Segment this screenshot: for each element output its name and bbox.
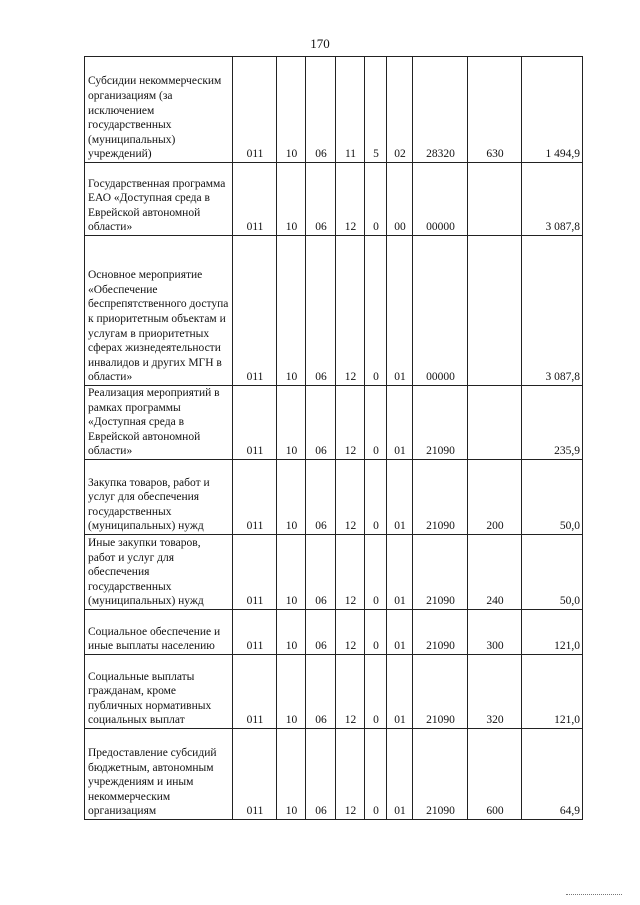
cell-grbs: 011: [233, 535, 277, 610]
cell-subsection: 06: [306, 535, 336, 610]
cell-program: 12: [336, 460, 365, 535]
table-row: [85, 460, 583, 535]
cell-subprogram: 0: [365, 729, 387, 820]
cell-amount: 1 494,9: [522, 57, 583, 163]
cell-section: 10: [277, 460, 306, 535]
cell-amount: 50,0: [522, 460, 583, 535]
cell-event: 00: [387, 163, 413, 236]
cell-direction: 21090: [413, 729, 468, 820]
row-name: Социальное обеспечение и иные выплаты населению: [85, 610, 233, 655]
cell-subprogram: 5: [365, 57, 387, 163]
cell-subsection: 06: [306, 655, 336, 729]
cell-subsection: 06: [306, 57, 336, 163]
cell-subprogram: 0: [365, 163, 387, 236]
cell-direction: 00000: [413, 163, 468, 236]
cell-section: 10: [277, 610, 306, 655]
cell-expense-type: [468, 236, 522, 386]
cell-subprogram: 0: [365, 236, 387, 386]
cell-event: 01: [387, 460, 413, 535]
cell-grbs: 011: [233, 386, 277, 460]
cell-direction: 21090: [413, 610, 468, 655]
cell-amount: 64,9: [522, 729, 583, 820]
row-name: Государственная программа ЕАО «Доступная среда в Еврейской автономной области»: [85, 163, 233, 236]
table-row: [85, 57, 583, 163]
cell-amount: 235,9: [522, 386, 583, 460]
scan-mark: [566, 894, 622, 895]
cell-amount: 3 087,8: [522, 163, 583, 236]
cell-section: 10: [277, 729, 306, 820]
cell-grbs: 011: [233, 729, 277, 820]
cell-expense-type: 600: [468, 729, 522, 820]
cell-event: 01: [387, 655, 413, 729]
cell-subprogram: 0: [365, 460, 387, 535]
cell-grbs: 011: [233, 655, 277, 729]
table-row: [85, 163, 583, 236]
row-name: Иные закупки товаров, работ и услуг для обеспечения государственных (муниципальных) нужд: [85, 535, 233, 610]
cell-subprogram: 0: [365, 655, 387, 729]
cell-section: 10: [277, 655, 306, 729]
cell-subprogram: 0: [365, 535, 387, 610]
cell-program: 11: [336, 57, 365, 163]
row-name: Реализация мероприятий в рамках программы «Доступная среда в Еврейской автономной области»: [85, 386, 233, 460]
table-row: [85, 386, 583, 460]
cell-amount: 121,0: [522, 610, 583, 655]
cell-event: 01: [387, 386, 413, 460]
cell-direction: 21090: [413, 386, 468, 460]
cell-grbs: 011: [233, 460, 277, 535]
cell-subsection: 06: [306, 236, 336, 386]
cell-event: 01: [387, 729, 413, 820]
cell-expense-type: [468, 386, 522, 460]
cell-section: 10: [277, 535, 306, 610]
cell-expense-type: 240: [468, 535, 522, 610]
cell-event: 01: [387, 610, 413, 655]
cell-grbs: 011: [233, 57, 277, 163]
cell-subprogram: 0: [365, 610, 387, 655]
cell-program: 12: [336, 163, 365, 236]
cell-program: 12: [336, 236, 365, 386]
table-row: [85, 236, 583, 386]
cell-program: 12: [336, 610, 365, 655]
cell-grbs: 011: [233, 610, 277, 655]
cell-direction: 21090: [413, 460, 468, 535]
cell-expense-type: [468, 163, 522, 236]
row-name: Предоставление субсидий бюджетным, автономным учреждениям и иным некоммерческим организациям: [85, 729, 233, 820]
cell-grbs: 011: [233, 236, 277, 386]
table-row: [85, 610, 583, 655]
cell-amount: 50,0: [522, 535, 583, 610]
cell-program: 12: [336, 729, 365, 820]
table-row: [85, 655, 583, 729]
cell-direction: 21090: [413, 535, 468, 610]
cell-expense-type: 630: [468, 57, 522, 163]
cell-subsection: 06: [306, 610, 336, 655]
cell-expense-type: 320: [468, 655, 522, 729]
cell-program: 12: [336, 535, 365, 610]
cell-section: 10: [277, 57, 306, 163]
cell-subsection: 06: [306, 460, 336, 535]
cell-direction: 28320: [413, 57, 468, 163]
cell-section: 10: [277, 163, 306, 236]
table-row: [85, 535, 583, 610]
row-name: Закупка товаров, работ и услуг для обеспечения государственных (муниципальных) нужд: [85, 460, 233, 535]
table-row: [85, 729, 583, 820]
cell-expense-type: 300: [468, 610, 522, 655]
row-name: Социальные выплаты гражданам, кроме публичных нормативных социальных выплат: [85, 655, 233, 729]
cell-event: 02: [387, 57, 413, 163]
cell-subsection: 06: [306, 163, 336, 236]
page-number: 170: [310, 36, 330, 51]
cell-program: 12: [336, 386, 365, 460]
cell-amount: 3 087,8: [522, 236, 583, 386]
cell-event: 01: [387, 535, 413, 610]
cell-amount: 121,0: [522, 655, 583, 729]
cell-direction: 00000: [413, 236, 468, 386]
row-name: Основное мероприятие «Обеспечение беспрепятственного доступа к приоритетным объектам и услугам в приоритетных сферах жизнедеятельности инвалидов и других МГН в области»: [85, 236, 233, 386]
cell-subsection: 06: [306, 729, 336, 820]
row-name: Субсидии некоммерческим организациям (за исключением государственных (муниципальных) учреждений): [85, 57, 233, 163]
cell-direction: 21090: [413, 655, 468, 729]
budget-table: [84, 56, 583, 820]
cell-section: 10: [277, 236, 306, 386]
cell-grbs: 011: [233, 163, 277, 236]
cell-section: 10: [277, 386, 306, 460]
cell-expense-type: 200: [468, 460, 522, 535]
cell-subprogram: 0: [365, 386, 387, 460]
cell-event: 01: [387, 236, 413, 386]
cell-program: 12: [336, 655, 365, 729]
cell-subsection: 06: [306, 386, 336, 460]
